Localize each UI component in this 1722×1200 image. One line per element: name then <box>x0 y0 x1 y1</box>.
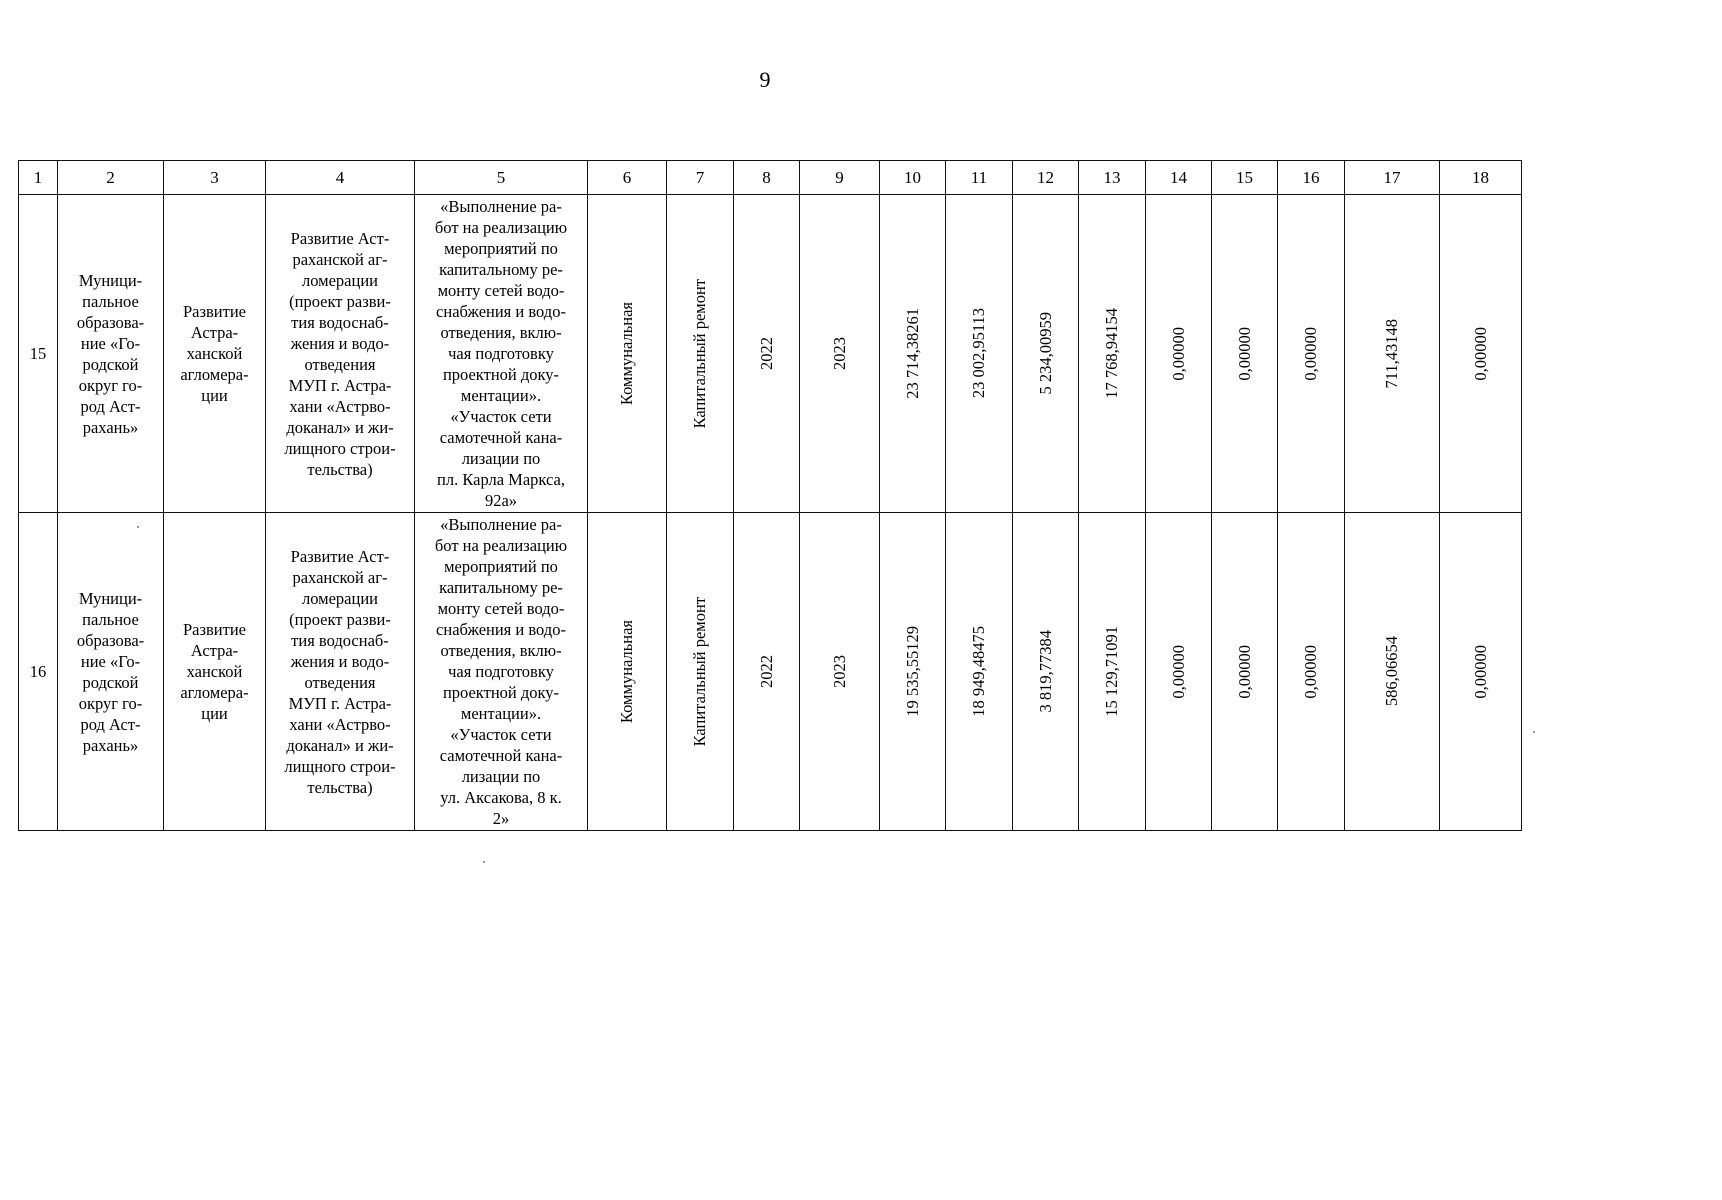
direction-cell <box>164 195 266 513</box>
end-year-cell <box>800 513 880 831</box>
amount-cell <box>1146 195 1212 513</box>
amount-cell <box>946 195 1013 513</box>
municipality-cell <box>58 513 164 831</box>
column-number-cell: 6 <box>588 161 667 195</box>
amount-cell <box>880 195 946 513</box>
amount-cell <box>1013 195 1079 513</box>
column-number-row <box>19 161 1522 195</box>
direction-text: Развитие Астра- ханской агломера- ции <box>180 620 249 723</box>
municipality-cell <box>58 195 164 513</box>
page-number: 9 <box>759 67 771 92</box>
start-year-cell <box>734 513 800 831</box>
project-text: Развитие Аст- раханской аг- ломерации (проект разви- тия водоснаб- жения и водо- отведения МУП г. Астра- хани «Астрво- доканал» и жи- лищного строи- тельства) <box>284 228 396 479</box>
infrastructure-type-text: Коммунальная <box>617 301 636 406</box>
project-cell <box>266 513 415 831</box>
amount-text: 0,00000 <box>1234 326 1254 381</box>
column-number-cell: 17 <box>1345 161 1440 195</box>
column-number-cell: 11 <box>946 161 1013 195</box>
column-number-cell: 9 <box>800 161 880 195</box>
amount-cell <box>1345 513 1440 831</box>
column-number-cell: 15 <box>1212 161 1278 195</box>
work-type-text: Капитальный ремонт <box>690 278 709 429</box>
amount-cell <box>1212 195 1278 513</box>
amount-text: 23 714,38261 <box>902 308 922 399</box>
amount-text: 711,43148 <box>1382 318 1401 389</box>
amount-text: 0,00000 <box>1168 644 1188 699</box>
direction-cell <box>164 513 266 831</box>
amount-text: 3 819,77384 <box>1035 630 1055 713</box>
start-year-cell <box>734 195 800 513</box>
amount-text: 0,00000 <box>1301 644 1320 699</box>
start-year-text: 2022 <box>756 337 776 370</box>
table-row <box>19 513 1522 831</box>
table-row <box>19 195 1522 513</box>
project-table <box>18 160 1522 831</box>
row-number-cell: 16 <box>19 513 58 831</box>
amount-text: 19 535,55129 <box>902 626 922 717</box>
work-type-cell <box>667 195 734 513</box>
column-number-cell: 5 <box>415 161 588 195</box>
start-year-text: 2022 <box>756 655 776 688</box>
amount-cell <box>1440 195 1522 513</box>
activity-text: «Выполнение ра- бот на реализацию мероприятий по капитальному ре- монту сетей водо- снабжения и водо- отведения, вклю- чая подготовку проектной доку- ментации». «Участок сети самотечной кана- лизации по пл. Карла Маркса, 92а» <box>434 197 568 510</box>
amount-cell <box>1146 513 1212 831</box>
column-number-cell: 10 <box>880 161 946 195</box>
work-type-cell <box>667 513 734 831</box>
row-number-cell: 15 <box>19 195 58 513</box>
work-type-text: Капитальный ремонт <box>690 596 709 747</box>
amount-cell <box>880 513 946 831</box>
amount-text: 0,00000 <box>1470 326 1490 381</box>
infrastructure-type-cell <box>588 195 667 513</box>
amount-text: 0,00000 <box>1301 326 1320 381</box>
amount-text: 17 768,94154 <box>1102 308 1121 399</box>
infrastructure-type-text: Коммунальная <box>617 619 636 724</box>
amount-cell <box>1278 513 1345 831</box>
amount-cell <box>1345 195 1440 513</box>
amount-cell <box>1278 195 1345 513</box>
amount-text: 5 234,00959 <box>1035 312 1055 395</box>
infrastructure-type-cell <box>588 513 667 831</box>
column-number-cell: 13 <box>1079 161 1146 195</box>
amount-text: 18 949,48475 <box>969 626 988 717</box>
end-year-cell <box>800 195 880 513</box>
amount-cell <box>1079 513 1146 831</box>
amount-cell <box>946 513 1013 831</box>
amount-cell <box>1212 513 1278 831</box>
column-number-cell: 12 <box>1013 161 1079 195</box>
municipality-text: Муници- пальное образова- ние «Го- родской округ го- род Аст- рахань» <box>76 588 145 755</box>
activity-cell <box>415 195 588 513</box>
column-number-cell: 8 <box>734 161 800 195</box>
end-year-text: 2023 <box>829 655 849 688</box>
amount-cell <box>1440 513 1522 831</box>
amount-text: 0,00000 <box>1168 326 1188 381</box>
amount-text: 0,00000 <box>1470 644 1490 699</box>
direction-text: Развитие Астра- ханской агломера- ции <box>180 302 249 405</box>
amount-cell <box>1079 195 1146 513</box>
column-number-cell: 4 <box>266 161 415 195</box>
scan-speck <box>483 861 485 863</box>
activity-cell <box>415 513 588 831</box>
column-number-cell: 7 <box>667 161 734 195</box>
activity-text: «Выполнение ра- бот на реализацию мероприятий по капитальному ре- монту сетей водо- снабжения и водо- отведения, вклю- чая подготовку проектной доку- ментации». «Участок сети самотечной кана- лизации по ул. Аксакова, 8 к. 2» <box>434 515 568 828</box>
amount-text: 15 129,71091 <box>1102 626 1121 717</box>
amount-text: 0,00000 <box>1234 644 1254 699</box>
column-number-cell: 2 <box>58 161 164 195</box>
project-cell <box>266 195 415 513</box>
column-number-cell: 3 <box>164 161 266 195</box>
scan-speck <box>1533 731 1535 733</box>
amount-text: 586,06654 <box>1382 636 1401 707</box>
column-number-cell: 16 <box>1278 161 1345 195</box>
column-number-cell: 14 <box>1146 161 1212 195</box>
scan-speck <box>137 526 139 528</box>
column-number-cell: 1 <box>19 161 58 195</box>
municipality-text: Муници- пальное образова- ние «Го- родской округ го- род Аст- рахань» <box>76 270 145 437</box>
project-text: Развитие Аст- раханской аг- ломерации (проект разви- тия водоснаб- жения и водо- отведения МУП г. Астра- хани «Астрво- доканал» и жи- лищного строи- тельства) <box>284 546 396 797</box>
column-number-cell: 18 <box>1440 161 1522 195</box>
amount-text: 23 002,95113 <box>969 308 988 399</box>
amount-cell <box>1013 513 1079 831</box>
end-year-text: 2023 <box>829 337 849 370</box>
